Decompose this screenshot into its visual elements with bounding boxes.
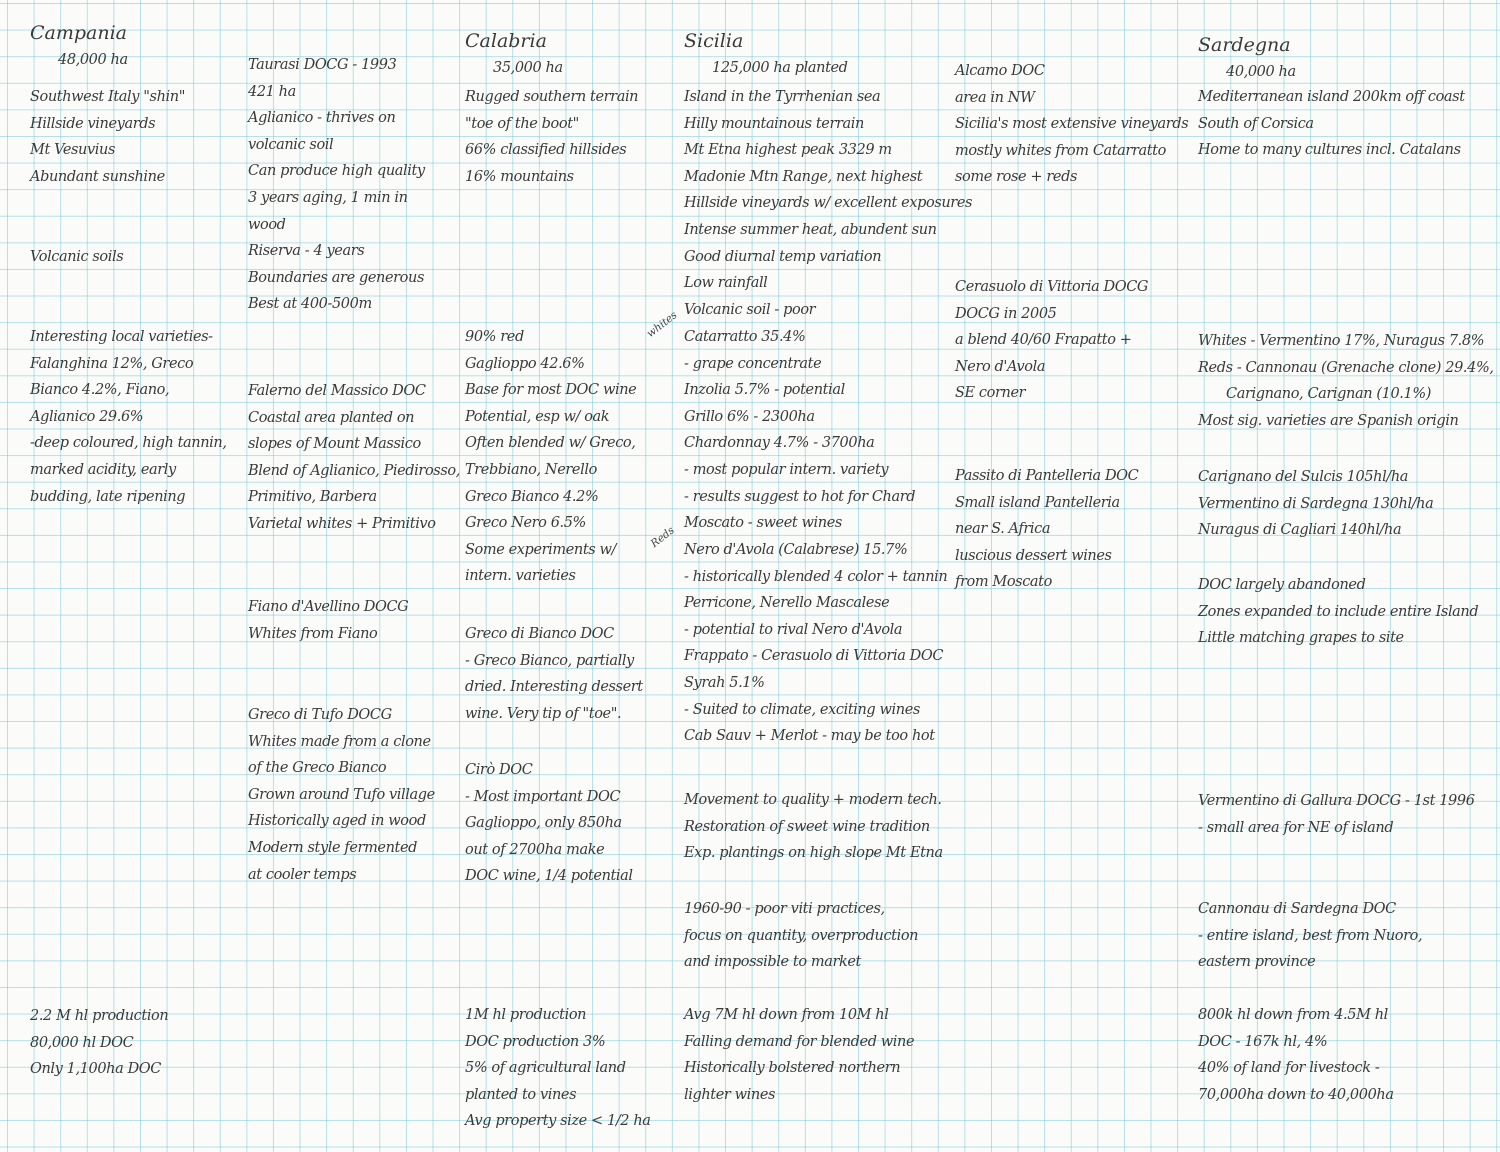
greco-tufo-block bbox=[248, 702, 435, 888]
list-item: Moscato - sweet wines bbox=[684, 515, 842, 532]
list-item: Coastal area planted on bbox=[248, 409, 415, 426]
list-item: from Moscato bbox=[955, 574, 1052, 591]
list-item: intern. varieties bbox=[465, 568, 576, 585]
list-item: dried. Interesting dessert bbox=[465, 679, 643, 696]
list-item: DOC largely abandoned bbox=[1198, 577, 1366, 593]
list-item: Mt Vesuvius bbox=[30, 142, 115, 159]
list-item: Greco Nero 6.5% bbox=[465, 515, 586, 532]
list-item: some rose + reds bbox=[955, 169, 1077, 186]
list-item: planted to vines bbox=[465, 1086, 577, 1103]
alcamo-title: Alcamo DOC bbox=[955, 63, 1045, 79]
sicilia-title: Sicilia bbox=[684, 30, 744, 52]
cannonau-title: Cannonau di Sardegna DOC bbox=[1198, 901, 1396, 917]
list-item: Movement to quality + modern tech. bbox=[684, 792, 942, 808]
list-item: Base for most DOC wine bbox=[465, 382, 637, 399]
list-item: out of 2700ha make bbox=[465, 841, 605, 858]
list-item: Bianco 4.2%, Fiano, bbox=[30, 382, 170, 399]
list-item: Abundant sunshine bbox=[30, 168, 165, 185]
sardegna-doc bbox=[1198, 572, 1478, 652]
campania-soils: Volcanic soils bbox=[30, 249, 124, 265]
calabria-title: Calabria bbox=[465, 30, 547, 52]
list-item: - Suited to climate, exciting wines bbox=[684, 701, 920, 718]
list-item: - small area for NE of island bbox=[1198, 819, 1394, 836]
sardegna-title: Sardegna bbox=[1198, 34, 1291, 56]
list-item: Whites from Fiano bbox=[248, 625, 378, 642]
list-item: 421 ha bbox=[248, 83, 296, 100]
sardegna-yields bbox=[1198, 464, 1433, 544]
list-item: Boundaries are generous bbox=[248, 269, 424, 286]
list-item: Whites made from a clone bbox=[248, 733, 431, 750]
sicilia-production bbox=[684, 1002, 914, 1108]
list-item: Aglianico 29.6% bbox=[30, 408, 144, 425]
list-item: Aglianico - thrives on bbox=[248, 110, 396, 127]
list-item: area in NW bbox=[955, 89, 1035, 106]
calabria-area: 35,000 ha bbox=[493, 59, 563, 76]
list-item: Carignano, Carignan (10.1%) bbox=[1226, 386, 1431, 403]
campania-title: Campania bbox=[30, 22, 128, 44]
greco-bianco-block bbox=[465, 621, 643, 727]
list-item: Primitivo, Barbera bbox=[248, 489, 377, 506]
sicilia-history bbox=[684, 896, 918, 976]
list-item: Hillside vineyards w/ excellent exposures bbox=[684, 195, 973, 212]
list-item: - historically blended 4 color + tannin bbox=[684, 568, 948, 585]
list-item: Modern style fermented bbox=[248, 839, 418, 856]
list-item: mostly whites from Catarratto bbox=[955, 142, 1166, 159]
ciro-title: Cirò DOC bbox=[465, 762, 533, 778]
list-item: Madonie Mtn Range, next highest bbox=[684, 168, 923, 185]
list-item: Vermentino di Sardegna 130hl/ha bbox=[1198, 495, 1434, 512]
list-item: 5% of agricultural land bbox=[465, 1060, 626, 1077]
list-item: DOC production 3% bbox=[465, 1033, 606, 1050]
list-item: eastern province bbox=[1198, 954, 1316, 971]
list-item: Mt Etna highest peak 3329 m bbox=[684, 142, 892, 159]
list-item: Island in the Tyrrhenian sea bbox=[684, 89, 881, 105]
list-item: Whites - Vermentino 17%, Nuragus 7.8% bbox=[1198, 333, 1485, 349]
list-item: Hilly mountainous terrain bbox=[684, 115, 864, 132]
greco-tufo-title: Greco di Tufo DOCG bbox=[248, 707, 392, 723]
calabria-production bbox=[465, 1002, 651, 1135]
campania-production bbox=[30, 1003, 168, 1083]
list-item: 40% of land for livestock - bbox=[1198, 1060, 1380, 1077]
list-item: Falling demand for blended wine bbox=[684, 1033, 915, 1050]
list-item: Inzolia 5.7% - potential bbox=[684, 382, 845, 399]
list-item: Hillside vineyards bbox=[30, 115, 156, 132]
list-item: Exp. plantings on high slope Mt Etna bbox=[684, 845, 943, 862]
list-item: budding, late ripening bbox=[30, 488, 186, 505]
list-item: Falanghina 12%, Greco bbox=[30, 355, 194, 372]
calabria-facts bbox=[465, 84, 638, 190]
sicilia-facts bbox=[684, 84, 972, 323]
list-item: Avg 7M hl down from 10M hl bbox=[684, 1007, 889, 1023]
list-item: Potential, esp w/ oak bbox=[465, 408, 610, 425]
sardegna-area: 40,000 ha bbox=[1226, 63, 1296, 80]
passito-block bbox=[955, 463, 1138, 596]
sicilia-movement bbox=[684, 787, 943, 867]
list-item: DOC wine, 1/4 potential bbox=[465, 868, 633, 885]
taurasi-title: Taurasi DOCG - 1993 bbox=[248, 57, 397, 73]
list-item: Historically aged in wood bbox=[248, 813, 426, 830]
list-item: Best at 400-500m bbox=[248, 296, 372, 313]
list-item: Intense summer heat, abundent sun bbox=[684, 221, 937, 238]
list-item: Trebbiano, Nerello bbox=[465, 461, 597, 478]
falerno-block bbox=[248, 378, 460, 538]
list-item: focus on quantity, overproduction bbox=[684, 927, 919, 944]
fiano-title: Fiano d'Avellino DOCG bbox=[248, 599, 409, 615]
cerasuolo-block bbox=[955, 274, 1148, 407]
cerasuolo-title: Cerasuolo di Vittoria DOCG bbox=[955, 279, 1149, 295]
whites-margin-label: whites bbox=[644, 309, 680, 340]
taurasi-block bbox=[248, 52, 425, 318]
list-item: marked acidity, early bbox=[30, 461, 176, 478]
list-item: Reds - Cannonau (Grenache clone) 29.4%, bbox=[1198, 359, 1494, 376]
list-item: Gaglioppo 42.6% bbox=[465, 355, 585, 372]
list-item: 1M hl production bbox=[465, 1007, 587, 1023]
sardegna-production bbox=[1198, 1002, 1394, 1108]
list-item: wood bbox=[248, 216, 286, 233]
list-item: Syrah 5.1% bbox=[684, 674, 765, 691]
list-item: -deep coloured, high tannin, bbox=[30, 435, 227, 452]
list-item: Some experiments w/ bbox=[465, 541, 617, 558]
list-item: Can produce high quality bbox=[248, 163, 425, 180]
calabria-varieties bbox=[465, 324, 636, 590]
campania-facts bbox=[30, 84, 185, 190]
list-item: Zones expanded to include entire Island bbox=[1198, 603, 1479, 620]
list-item: 1960-90 - poor viti practices, bbox=[684, 901, 885, 917]
list-item: Nuragus di Cagliari 140hl/ha bbox=[1198, 522, 1402, 539]
list-item: Good diurnal temp variation bbox=[684, 248, 882, 265]
list-item: Southwest Italy "shin" bbox=[30, 89, 185, 105]
list-item: Restoration of sweet wine tradition bbox=[684, 818, 930, 835]
list-item: Grillo 6% - 2300ha bbox=[684, 408, 815, 425]
list-item: - potential to rival Nero d'Avola bbox=[684, 621, 903, 638]
list-item: Most sig. varieties are Spanish origin bbox=[1198, 412, 1459, 429]
list-item: Historically bolstered northern bbox=[684, 1060, 901, 1077]
list-item: - Most important DOC bbox=[465, 788, 621, 805]
sicilia-area: 125,000 ha planted bbox=[712, 59, 848, 76]
fiano-block bbox=[248, 594, 408, 647]
list-item: and impossible to market bbox=[684, 954, 861, 971]
ciro-block bbox=[465, 757, 633, 890]
list-item: volcanic soil bbox=[248, 136, 334, 153]
list-item: SE corner bbox=[955, 385, 1026, 402]
list-item: Sicilia's most extensive vineyards bbox=[955, 116, 1189, 133]
list-item: wine. Very tip of "toe". bbox=[465, 705, 622, 722]
list-item: Volcanic soil - poor bbox=[684, 301, 816, 318]
list-item: Carignano del Sulcis 105hl/ha bbox=[1198, 469, 1408, 485]
list-item: - grape concentrate bbox=[684, 355, 822, 372]
list-item: 3 years aging, 1 min in bbox=[248, 189, 408, 206]
list-item: Perricone, Nerello Mascalese bbox=[684, 595, 890, 612]
list-item: Mediterranean island 200km off coast bbox=[1198, 89, 1465, 105]
reds-margin-label: Reds bbox=[648, 524, 677, 550]
list-item: a blend 40/60 Frapatto + bbox=[955, 332, 1132, 349]
list-item: South of Corsica bbox=[1198, 115, 1314, 132]
list-item: Blend of Aglianico, Piedirosso, bbox=[248, 462, 460, 479]
campania-varieties bbox=[30, 324, 227, 510]
list-item: Greco Bianco 4.2% bbox=[465, 488, 599, 505]
list-item: 800k hl down from 4.5M hl bbox=[1198, 1007, 1388, 1023]
sardegna-facts bbox=[1198, 84, 1465, 164]
passito-title: Passito di Pantelleria DOC bbox=[955, 468, 1139, 484]
list-item: of the Greco Bianco bbox=[248, 760, 387, 777]
list-item: 70,000ha down to 40,000ha bbox=[1198, 1086, 1394, 1103]
list-item: Only 1,100ha DOC bbox=[30, 1061, 161, 1078]
list-item: Catarratto 35.4% bbox=[684, 329, 806, 345]
alcamo-block bbox=[955, 58, 1188, 191]
list-item: Often blended w/ Greco, bbox=[465, 435, 636, 452]
cannonau-block bbox=[1198, 896, 1422, 976]
list-item: Nero d'Avola bbox=[955, 358, 1046, 375]
sicilia-whites bbox=[684, 324, 915, 537]
list-item: - most popular intern. variety bbox=[684, 461, 889, 478]
sardegna-varieties bbox=[1198, 328, 1494, 434]
gallura-title: Vermentino di Gallura DOCG - 1st 1996 bbox=[1198, 793, 1475, 809]
sicilia-reds bbox=[684, 537, 947, 750]
greco-bianco-title: Greco di Bianco DOC bbox=[465, 626, 614, 642]
gallura-block bbox=[1198, 788, 1475, 841]
campania-area: 48,000 ha bbox=[58, 51, 128, 68]
list-item: near S. Africa bbox=[955, 521, 1051, 538]
list-item: 90% red bbox=[465, 329, 524, 345]
list-item: Low rainfall bbox=[684, 275, 768, 292]
list-item: Avg property size < 1/2 ha bbox=[465, 1113, 651, 1130]
list-item: - Greco Bianco, partially bbox=[465, 652, 634, 669]
list-item: Grown around Tufo village bbox=[248, 786, 435, 803]
list-item: DOC - 167k hl, 4% bbox=[1198, 1033, 1328, 1050]
list-item: 16% mountains bbox=[465, 168, 574, 185]
list-item: Little matching grapes to site bbox=[1198, 630, 1404, 647]
list-item: Small island Pantelleria bbox=[955, 494, 1120, 511]
list-item: - results suggest to hot for Chard bbox=[684, 488, 916, 505]
list-item: "toe of the boot" bbox=[465, 115, 579, 132]
list-item: - entire island, best from Nuoro, bbox=[1198, 927, 1423, 944]
list-item: Riserva - 4 years bbox=[248, 243, 365, 260]
list-item: Chardonnay 4.7% - 3700ha bbox=[684, 435, 875, 452]
list-item: Interesting local varieties- bbox=[30, 329, 213, 345]
list-item: slopes of Mount Massico bbox=[248, 436, 421, 453]
list-item: Gaglioppo, only 850ha bbox=[465, 815, 622, 832]
list-item: Nero d'Avola (Calabrese) 15.7% bbox=[684, 542, 908, 558]
list-item: 80,000 hl DOC bbox=[30, 1034, 134, 1051]
list-item: DOCG in 2005 bbox=[955, 305, 1057, 322]
list-item: Cab Sauv + Merlot - may be too hot bbox=[684, 728, 935, 745]
list-item: lighter wines bbox=[684, 1086, 776, 1103]
falerno-title: Falerno del Massico DOC bbox=[248, 383, 426, 399]
list-item: Rugged southern terrain bbox=[465, 89, 639, 105]
list-item: Varietal whites + Primitivo bbox=[248, 515, 436, 532]
list-item: Home to many cultures incl. Catalans bbox=[1198, 142, 1461, 159]
list-item: 2.2 M hl production bbox=[30, 1008, 169, 1024]
list-item: Frappato - Cerasuolo di Vittoria DOC bbox=[684, 648, 944, 665]
list-item: at cooler temps bbox=[248, 866, 357, 883]
list-item: 66% classified hillsides bbox=[465, 142, 627, 159]
list-item: luscious dessert wines bbox=[955, 547, 1112, 564]
